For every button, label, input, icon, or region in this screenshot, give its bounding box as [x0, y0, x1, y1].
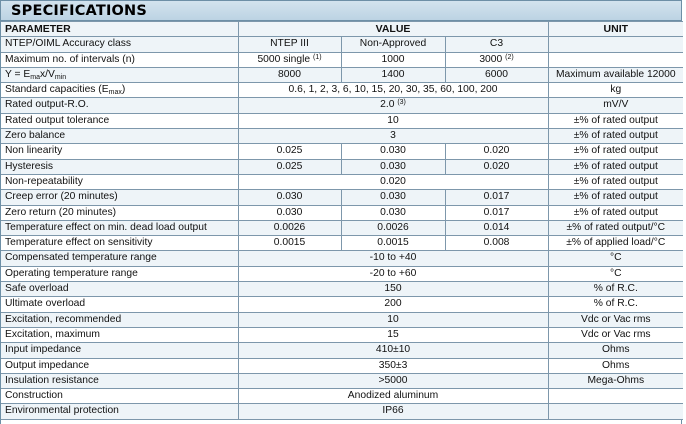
value-cell: 0.025	[238, 144, 341, 159]
value-cell: 200	[238, 297, 548, 312]
value-cell: >5000	[238, 373, 548, 388]
table-row	[1, 404, 683, 419]
param-cell: Temperature effect on sensitivity	[1, 236, 238, 251]
unit-cell	[548, 37, 683, 52]
param-text: Y = E	[5, 68, 31, 80]
value-cell: 10	[238, 312, 548, 327]
value-text: 2.0	[380, 99, 395, 111]
table-row	[1, 373, 683, 388]
param-subscript: max	[108, 89, 122, 97]
value-text: 5000 single	[257, 53, 311, 65]
value-cell: 0.030	[341, 144, 445, 159]
table-row	[1, 343, 683, 358]
table-row	[1, 174, 683, 189]
param-cell: Non linearity	[1, 144, 238, 159]
value-cell	[238, 52, 341, 67]
param-cell: Non-repeatability	[1, 174, 238, 189]
value-cell: 0.030	[341, 205, 445, 220]
title-bar	[1, 1, 681, 21]
unit-cell: Mega-Ohms	[548, 373, 683, 388]
param-cell: Temperature effect on min. dead load output	[1, 220, 238, 235]
table-row	[1, 113, 683, 128]
header-row	[1, 22, 683, 37]
value-cell: 0.017	[445, 205, 548, 220]
param-cell: Compensated temperature range	[1, 251, 238, 266]
page-title: SPECIFICATIONS	[11, 2, 148, 19]
param-cell: Safe overload	[1, 282, 238, 297]
value-cell: 10	[238, 113, 548, 128]
table-row	[1, 144, 683, 159]
value-cell: 0.020	[238, 174, 548, 189]
table-row	[1, 67, 683, 82]
param-cell	[1, 67, 238, 82]
param-cell: Operating temperature range	[1, 266, 238, 281]
table-row	[1, 83, 683, 98]
value-cell: 350±3	[238, 358, 548, 373]
param-cell: Excitation, maximum	[1, 327, 238, 342]
value-cell: 0.0026	[341, 220, 445, 235]
param-cell: Input impedance	[1, 343, 238, 358]
value-cell: 0.0015	[341, 236, 445, 251]
param-cell: Zero balance	[1, 129, 238, 144]
unit-cell: kg	[548, 83, 683, 98]
unit-cell: ±% of rated output	[548, 190, 683, 205]
table-row	[1, 312, 683, 327]
unit-cell: Maximum available 12000	[548, 67, 683, 82]
table-row	[1, 236, 683, 251]
value-cell: 0.030	[341, 190, 445, 205]
param-subscript: min	[54, 73, 67, 81]
table-row	[1, 327, 683, 342]
value-cell: 0.017	[445, 190, 548, 205]
param-cell: Hysteresis	[1, 159, 238, 174]
value-cell: NTEP III	[238, 37, 341, 52]
value-cell: 6000	[445, 67, 548, 82]
unit-cell: ±% of rated output	[548, 159, 683, 174]
value-cell	[238, 98, 548, 113]
footnote-ref: (1)	[312, 53, 322, 61]
unit-cell: °C	[548, 266, 683, 281]
unit-cell	[548, 389, 683, 404]
value-cell: 410±10	[238, 343, 548, 358]
value-cell: 0.008	[445, 236, 548, 251]
unit-cell: Ohms	[548, 358, 683, 373]
value-cell: 1400	[341, 67, 445, 82]
value-cell: 15	[238, 327, 548, 342]
value-cell: 3	[238, 129, 548, 144]
table-row	[1, 389, 683, 404]
table-row	[1, 129, 683, 144]
header-value: VALUE	[238, 22, 548, 37]
table-row	[1, 37, 683, 52]
table-row	[1, 358, 683, 373]
unit-cell	[548, 404, 683, 419]
header-parameter: PARAMETER	[1, 22, 238, 37]
value-cell: -20 to +60	[238, 266, 548, 281]
param-cell	[1, 83, 238, 98]
value-cell: IP66	[238, 404, 548, 419]
value-cell	[445, 52, 548, 67]
param-cell: Environmental protection	[1, 404, 238, 419]
value-cell: 1000	[341, 52, 445, 67]
unit-cell: mV/V	[548, 98, 683, 113]
value-cell: 0.030	[238, 205, 341, 220]
unit-cell: ±% of applied load/°C	[548, 236, 683, 251]
value-cell: Anodized aluminum	[238, 389, 548, 404]
value-cell: 0.020	[445, 144, 548, 159]
unit-cell: Vdc or Vac rms	[548, 327, 683, 342]
param-subscript: ma	[30, 73, 41, 81]
value-cell: Non-Approved	[341, 37, 445, 52]
table-row	[1, 297, 683, 312]
unit-cell: Ohms	[548, 343, 683, 358]
table-row	[1, 190, 683, 205]
unit-cell: ±% of rated output	[548, 174, 683, 189]
value-cell: 150	[238, 282, 548, 297]
table-row	[1, 220, 683, 235]
table-row	[1, 98, 683, 113]
value-cell: 0.030	[238, 190, 341, 205]
value-text: 3000	[479, 53, 503, 65]
param-cell: Construction	[1, 389, 238, 404]
value-cell: 0.6, 1, 2, 3, 6, 10, 15, 20, 30, 35, 60, 100, 200	[238, 83, 548, 98]
param-cell: Rated output tolerance	[1, 113, 238, 128]
table-row	[1, 159, 683, 174]
footnote-ref: (3)	[397, 99, 406, 107]
header-unit: UNIT	[548, 22, 683, 37]
table-row	[1, 282, 683, 297]
table-row	[1, 205, 683, 220]
param-cell: Excitation, recommended	[1, 312, 238, 327]
param-cell: Rated output-R.O.	[1, 98, 238, 113]
unit-cell: ±% of rated output/°C	[548, 220, 683, 235]
table-row	[1, 266, 683, 281]
unit-cell: ±% of rated output	[548, 205, 683, 220]
unit-cell: ±% of rated output	[548, 129, 683, 144]
unit-cell	[548, 52, 683, 67]
param-text: Standard capacities (E	[5, 84, 109, 96]
value-cell: 0.030	[341, 159, 445, 174]
table-row	[1, 251, 683, 266]
specifications-table	[1, 21, 683, 420]
unit-cell: ±% of rated output	[548, 113, 683, 128]
param-cell: Ultimate overload	[1, 297, 238, 312]
param-cell: Zero return (20 minutes)	[1, 205, 238, 220]
unit-cell: Vdc or Vac rms	[548, 312, 683, 327]
value-cell: 0.020	[445, 159, 548, 174]
value-cell: C3	[445, 37, 548, 52]
param-cell: Creep error (20 minutes)	[1, 190, 238, 205]
value-cell: 0.025	[238, 159, 341, 174]
param-cell: NTEP/OIML Accuracy class	[1, 37, 238, 52]
footnote-ref: (2)	[505, 53, 514, 61]
unit-cell: % of R.C.	[548, 297, 683, 312]
unit-cell: % of R.C.	[548, 282, 683, 297]
unit-cell: ±% of rated output	[548, 144, 683, 159]
table-row	[1, 52, 683, 67]
param-cell: Output impedance	[1, 358, 238, 373]
value-cell: 8000	[238, 67, 341, 82]
param-cell: Maximum no. of intervals (n)	[1, 52, 238, 67]
param-text: x/V	[40, 68, 55, 80]
value-cell: 0.0015	[238, 236, 341, 251]
param-cell: Insulation resistance	[1, 373, 238, 388]
value-cell: 0.0026	[238, 220, 341, 235]
value-cell: -10 to +40	[238, 251, 548, 266]
value-cell: 0.014	[445, 220, 548, 235]
param-text: )	[121, 84, 126, 96]
unit-cell: °C	[548, 251, 683, 266]
